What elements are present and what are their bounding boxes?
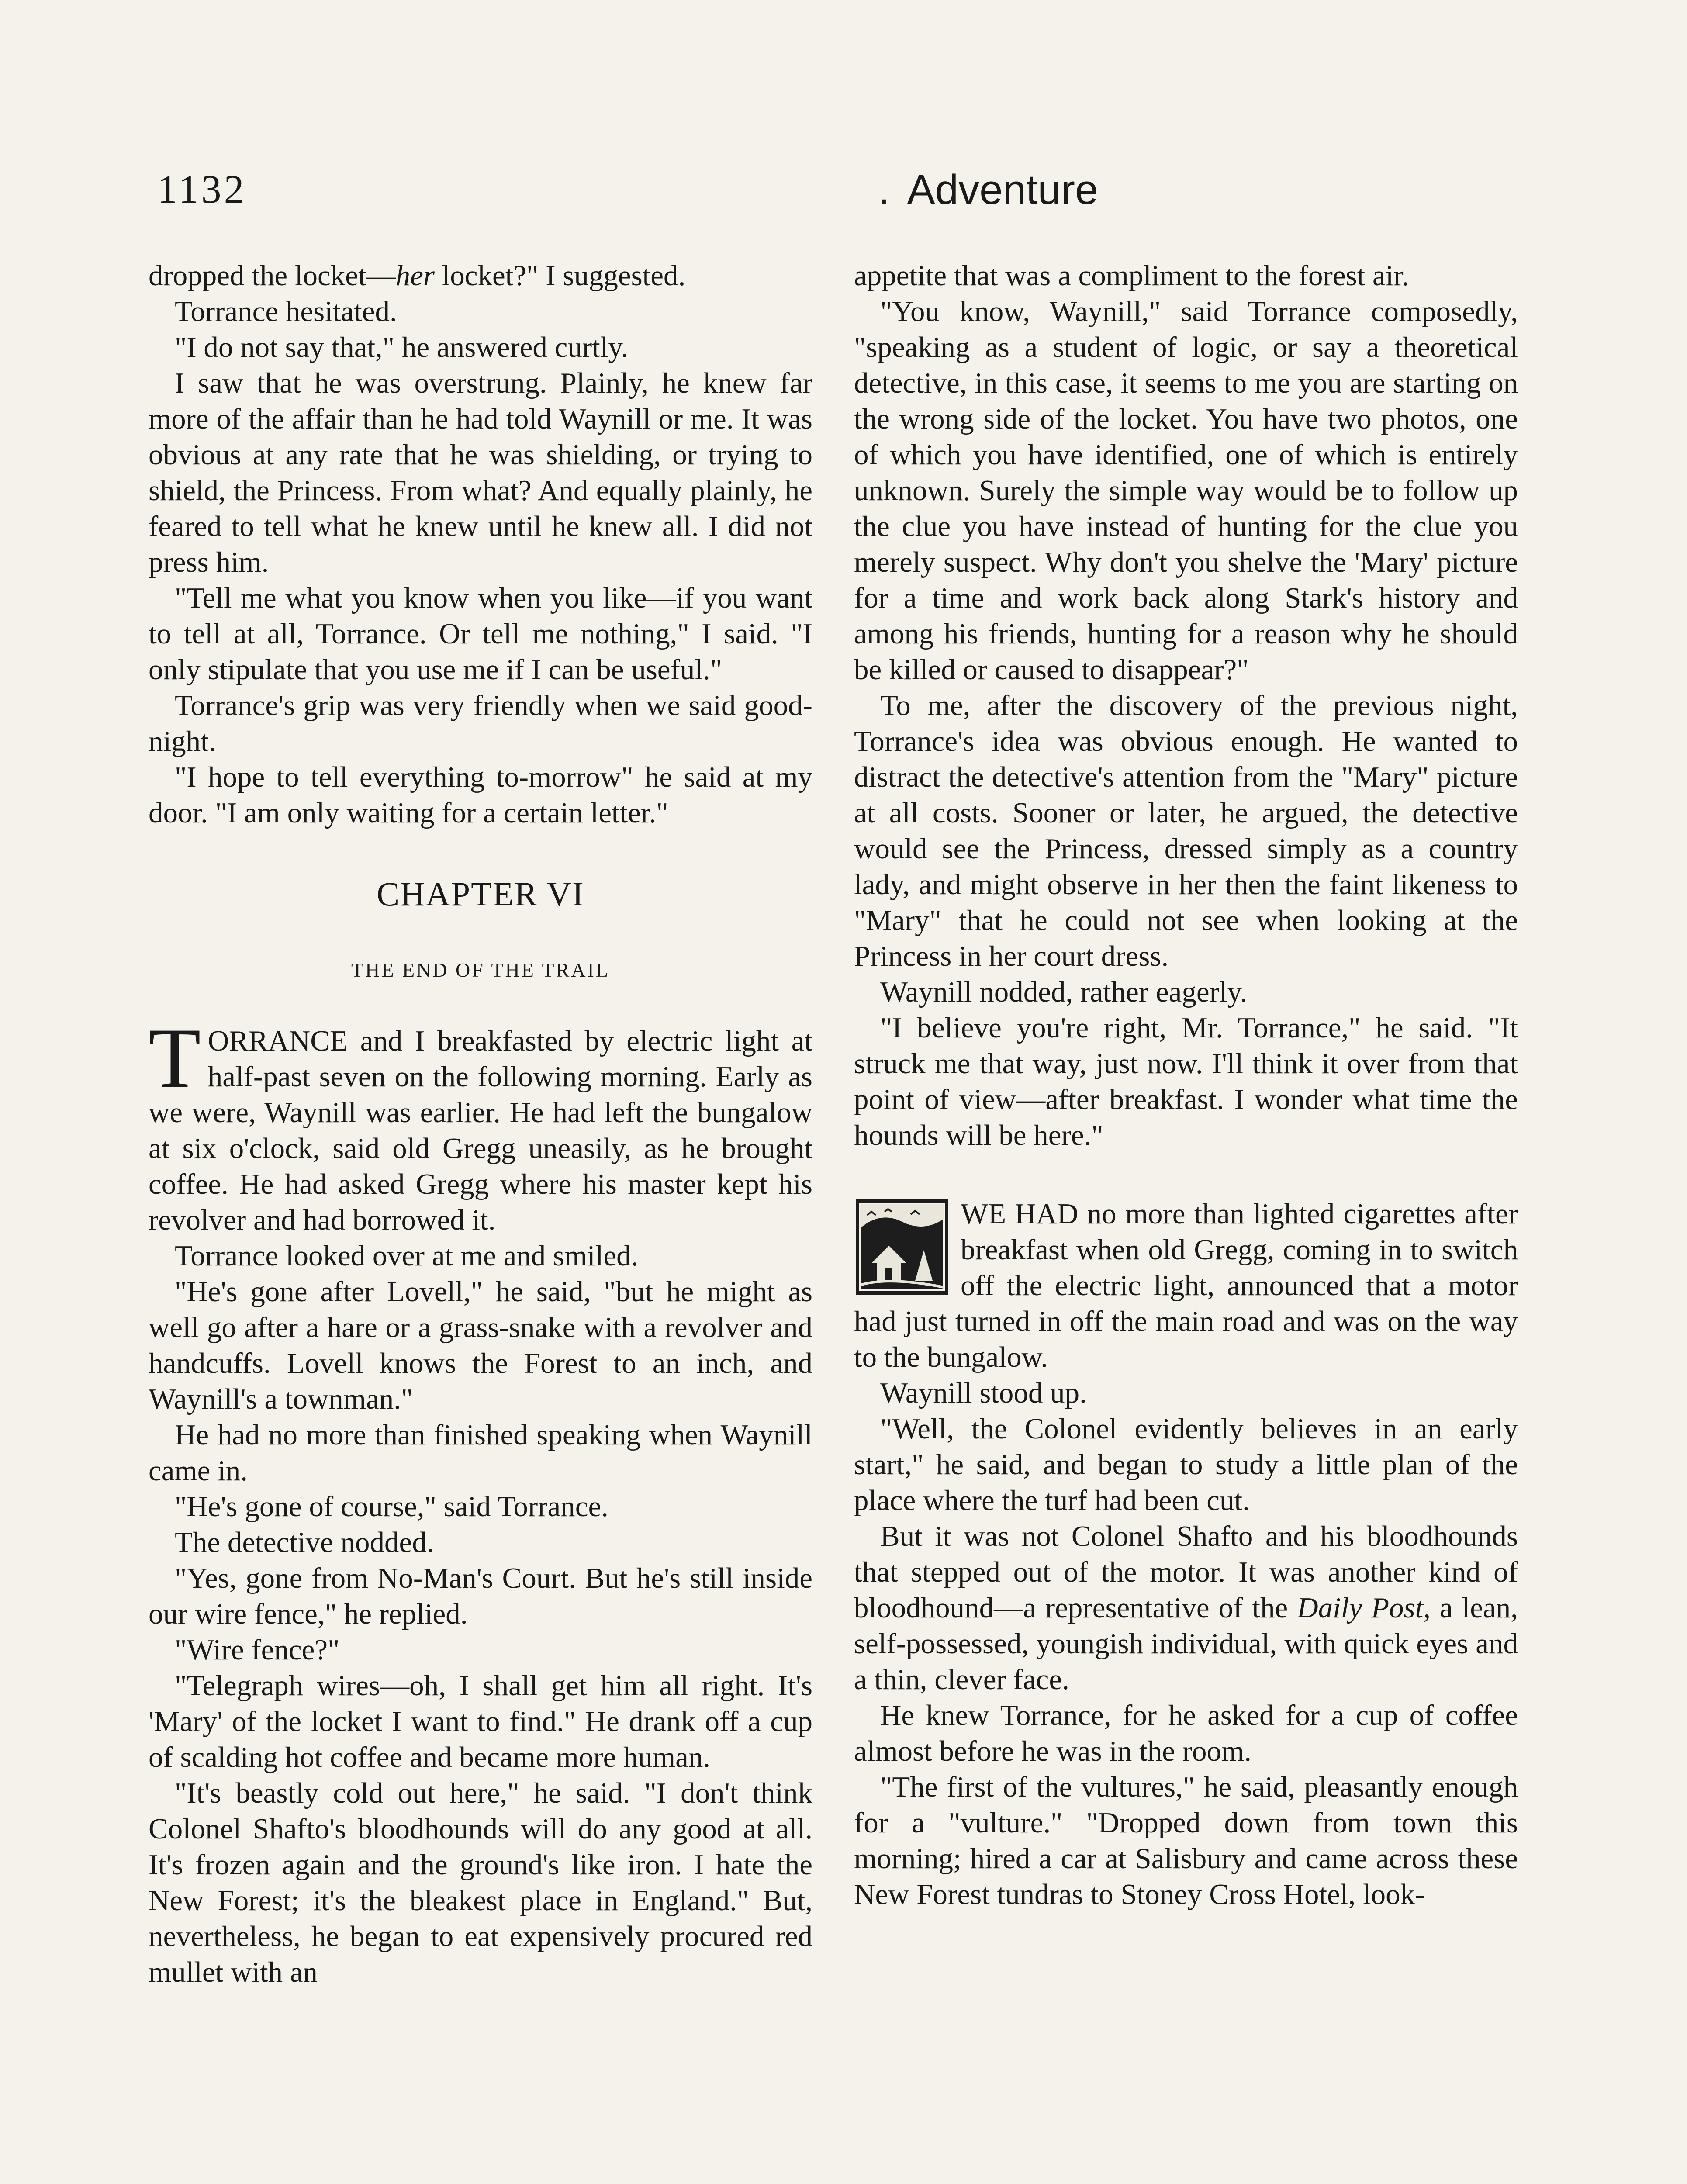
running-header — [157, 166, 1529, 232]
paragraph — [149, 1011, 812, 1238]
emphasis: her — [395, 259, 435, 292]
text-run: ORRANCE and I breakfasted by electric light at half-past seven on the following morning. Early as we were, Waynill was earlier. He had left the bungalow at six o'clock, said old Gregg uneasily, as he brought coffee. He had asked Gregg where his master kept his revolver and had borrowed it. — [149, 1025, 812, 1236]
paragraph: Torrance's grip was very friendly when we said good-night. — [149, 689, 812, 757]
paragraph: Waynill stood up. — [880, 1377, 1087, 1409]
paragraph: He had no more than finished speaking when Waynill came in. — [149, 1419, 812, 1487]
chapter-subtitle: THE END OF THE TRAIL — [351, 959, 610, 981]
running-title — [878, 166, 1098, 214]
woodcut-landscape-icon — [854, 1198, 950, 1296]
paragraph — [854, 1518, 1518, 1697]
paragraph: I saw that he was overstrung. Plainly, he knew far more of the affair than he had told Waynill or me. It was obvious at any rate that he was shielding, or trying to shield, the Princess. From what? And equally plainly, he feared to tell what he knew until he knew all. I did not press him. — [149, 367, 812, 578]
paragraph: Waynill nodded, rather eagerly. — [880, 976, 1248, 1008]
chapter-title: CHAPTER VI — [377, 875, 584, 913]
paragraph: "The first of the vultures," he said, pleasantly enough for a "vulture." "Dropped down from town this morning; hired a car at Salisbury and came across these New Forest tundras to Stoney Cross Hotel, look- — [854, 1771, 1518, 1911]
paragraph: "Telegraph wires—oh, I shall get him all right. It's 'Mary' of the locket I want to find." He drank off a cup of scalding hot coffee and became more human. — [149, 1669, 812, 1773]
paragraph: appetite that was a compliment to the forest air. — [854, 259, 1409, 292]
paragraph: "It's beastly cold out here," he said. "I don't think Colonel Shafto's bloodhounds will do any good at all. It's frozen again and the ground's like iron. I hate the New Forest; it's the bleakest place in England." But, nevertheless, he began to eat expensively procured red mullet with an — [149, 1777, 812, 1988]
text-run: , a lean, self-possessed, youngish individual, with quick eyes and a thin, clever face. — [854, 1592, 1518, 1696]
text-run: WE HAD no more than lighted cigarettes after breakfast when old Gregg, coming in to switch off the electric light, announced that a motor had just turned in off the main road and was on the way to the bungalow. — [854, 1198, 1518, 1373]
paragraph: The detective nodded. — [175, 1526, 434, 1559]
paragraph: "I believe you're right, Mr. Torrance," he said. "It struck me that way, just now. I'll think it over from that point of view—after breakfast. I wonder what time the hounds will be here." — [854, 1012, 1518, 1151]
paragraph: "You know, Waynill," said Torrance composedly, "speaking as a student of logic, or say a theoretical detective, in this case, it seems to me you are starting on the wrong side of the locket. You have two photos, one of which you have identified, one of which is entirely unknown. Surely the simple way would be to follow up the clue you have instead of hunting for the clue you merely suspect. Why don't you shelve the 'Mary' picture for a time and work back along Stark's history and among his friends, hunting for a reason why he should be killed or caused to disappear?" — [854, 295, 1518, 686]
paragraph: "Well, the Colonel evidently believes in an early start," he said, and began to study a little plan of the place where the turf had been cut. — [854, 1413, 1518, 1517]
paragraph: "Wire fence?" — [175, 1634, 340, 1666]
paragraph — [854, 1196, 1518, 1375]
text-run: locket?" I suggested. — [434, 259, 686, 292]
paragraph: "Tell me what you know when you like—if you want to tell at all, Torrance. Or tell me nothing," I said. "I only stipulate that you use me if I can be useful." — [149, 582, 812, 686]
paragraph: "I hope to tell everything to-morrow" he said at my door. "I am only waiting for a certain letter." — [149, 761, 812, 829]
paragraph: Torrance hesitated. — [175, 295, 397, 328]
right-column — [854, 258, 1518, 1912]
paragraph: "I do not say that," he answered curtly. — [175, 331, 629, 363]
paragraph — [149, 258, 812, 294]
drop-cap: T — [149, 1011, 201, 1106]
paragraph: "He's gone of course," said Torrance. — [175, 1490, 608, 1523]
section-break — [854, 1153, 1518, 1196]
paragraph: To me, after the discovery of the previous night, Torrance's idea was obvious enough. He wanted to distract the detective's attention from the "Mary" picture at all costs. Sooner or later, he argued, the detective would see the Princess, dressed simply as a country lady, and might observe in her then the faint likeness to "Mary" that he could not see when looking at the Princess in her court dress. — [854, 689, 1518, 972]
page-number: 1132 — [157, 167, 247, 211]
header-dot: . — [878, 166, 890, 213]
left-column — [149, 258, 812, 1990]
paragraph: "Yes, gone from No-Man's Court. But he's still inside our wire fence," he replied. — [149, 1562, 812, 1630]
paragraph: "He's gone after Lovell," he said, "but he might as well go after a hare or a grass-snake with a revolver and handcuffs. Lovell knows the Forest to an inch, and Waynill's a townman." — [149, 1275, 812, 1415]
magazine-title: Adventure — [907, 166, 1099, 213]
paragraph: Torrance looked over at me and smiled. — [175, 1240, 639, 1272]
paragraph: He knew Torrance, for he asked for a cup of coffee almost before he was in the room. — [854, 1699, 1518, 1767]
text-run: dropped the locket— — [149, 259, 396, 292]
emphasis: Daily Post — [1297, 1592, 1424, 1624]
text-run: But it was not Colonel Shafto and his bloodhounds that stepped out of the motor. It was another kind of bloodhound—a representative of the — [854, 1520, 1518, 1624]
